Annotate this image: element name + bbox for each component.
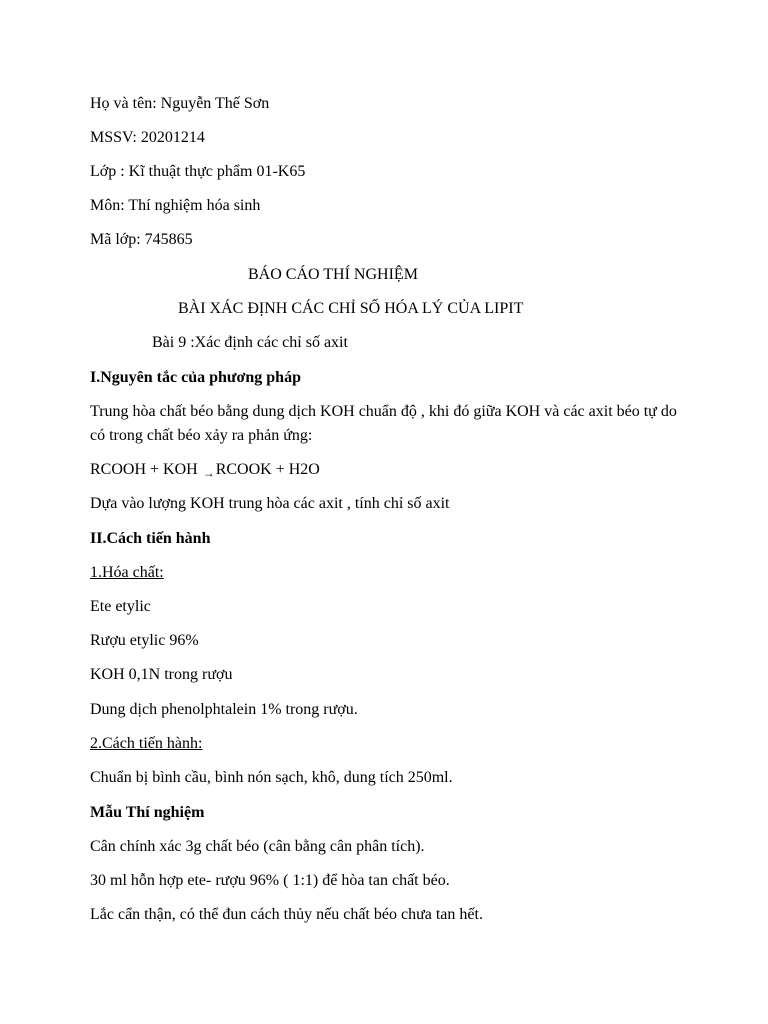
- subject: Môn: Thí nghiệm hóa sinh: [90, 197, 261, 214]
- section1-conclusion: Dựa vào lượng KOH trung hòa các axit , tính chỉ số axit: [90, 495, 450, 512]
- lesson-title: BÀI XÁC ĐỊNH CÁC CHỈ SỐ HÓA LÝ CỦA LIPIT: [178, 300, 524, 317]
- section2-heading: II.Cách tiến hành: [90, 530, 211, 547]
- class-code: Mã lớp: 745865: [90, 231, 193, 248]
- sample-heading: Mẫu Thí nghiệm: [90, 804, 205, 821]
- procedure-intro: Chuẩn bị bình cầu, bình nón sạch, khô, dung tích 250ml.: [90, 769, 453, 786]
- right-arrow-icon: →: [202, 466, 215, 480]
- procedure-step: 30 ml hỗn hợp ete- rượu 96% ( 1:1) để hòa tan chất béo.: [90, 872, 450, 889]
- procedure-heading: 2.Cách tiến hành:: [90, 735, 203, 752]
- chemical-item: KOH 0,1N trong rượu: [90, 666, 233, 683]
- chemical-item: Rượu etylic 96%: [90, 632, 199, 649]
- equation-right: RCOOK + H2O: [215, 461, 320, 478]
- student-mssv: MSSV: 20201214: [90, 129, 205, 146]
- student-name: Họ và tên: Nguyễn Thế Sơn: [90, 95, 270, 112]
- reaction-equation: [90, 460, 320, 480]
- chemicals-heading: 1.Hóa chất:: [90, 564, 164, 581]
- chemical-item: Ete etylic: [90, 598, 151, 615]
- procedure-step: Cân chính xác 3g chất béo (cân bằng cân phân tích).: [90, 838, 425, 855]
- student-class: Lớp : Kĩ thuật thực phẩm 01-K65: [90, 163, 306, 180]
- section1-paragraph: Trung hòa chất béo bằng dung dịch KOH chuẩn độ , khi đó giữa KOH và các axit béo tự do có trong chất béo xảy ra phản ứng:: [90, 403, 677, 444]
- exercise-title: Bài 9 :Xác định các chỉ số axit: [152, 334, 348, 351]
- procedure-step: Lắc cẩn thận, có thể đun cách thủy nếu chất béo chưa tan hết.: [90, 906, 483, 923]
- section1-heading: I.Nguyên tắc của phương pháp: [90, 369, 301, 386]
- chemical-item: Dung dịch phenolphtalein 1% trong rượu.: [90, 701, 358, 718]
- report-title: BÁO CÁO THÍ NGHIỆM: [248, 266, 418, 283]
- equation-left: RCOOH + KOH: [90, 461, 198, 478]
